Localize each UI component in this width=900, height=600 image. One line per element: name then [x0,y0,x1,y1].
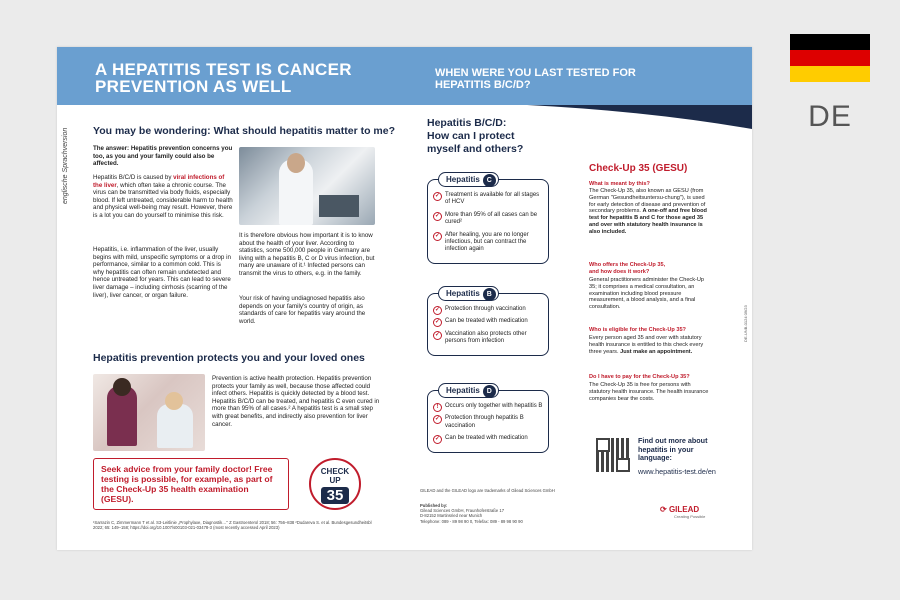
checkup-a3 [589,335,709,355]
checkup-title: Check-Up 35 (GESU) [589,163,688,174]
hepatitis-b-label [438,286,499,301]
nurse-patient-photo [93,374,205,451]
check-icon: ✓ [434,436,441,443]
badge-line2: UP [329,476,341,485]
middle-heading [427,117,523,156]
list-item [433,192,543,207]
checkup-a1-text: The Check-Up 35, also known as GESU (from German "Gesundheitsuntersu-chung"), is used for early detection of disease and prevention of secondary problems. [589,188,706,215]
banner-question [435,67,636,91]
check-icon: ✓ [434,416,441,423]
doctor-photo [239,147,375,225]
trademark-note: GILEAD and the GILEAD logo are trademarks of Gilead Sciences GmbH [420,488,555,493]
list-item [433,403,543,410]
list-item-text: Can be treated with medication [445,318,528,325]
middle-heading-line2: How can I protect [427,130,515,142]
gilead-logo [660,505,699,514]
section2-text: Prevention is active health protection. Hepatitis prevention protects your family as well, because those affected could infect others. Hepatitis is quickly detected by a blood test. Hepatitis B/C/D can be treated, and hepatitis C even cured in more than 95% of all cases.² A hepatitis test is a small step with great benefits, and indirectly also prevention for liver cancer. [212,375,380,428]
list-item-text: More than 95% of all cases can be cured² [445,211,538,226]
doctor-head [287,153,305,173]
hepatitis-d-letter: D [483,385,496,398]
publisher-line1: Gilead Sciences GmbH, Fraunhoferstraße 17 [420,508,505,514]
section1-heading: You may be wondering: What should hepatitis matter to me? [93,125,395,137]
check-icon: ✓ [434,331,441,338]
gilead-tagline: Creating Possible [674,514,706,519]
section1-para4: Your risk of having undiagnosed hepatitis also depends on your family's country of origin, as standards of care for hepatitis vary around the world. [239,295,366,325]
exclamation-icon: ! [433,403,442,412]
para1-text-a: Hepatitis B/C/D is caused by [93,174,174,181]
middle-heading-line1: Hepatitis B/C/D: [427,117,507,129]
checkup-a1-bold: A one-off and free blood test for hepatitis B and C for those aged 35 and over with statutory health insurance is also included. [589,208,707,235]
hepatitis-c-label [438,172,499,187]
publisher-label: Published by: [420,503,448,508]
laptop-shape [319,195,359,217]
banner-question-line1: WHEN WERE YOU LAST TESTED FOR [435,67,636,79]
brochure-page [57,47,752,550]
find-out-more [638,437,707,463]
footnote: ¹Sarrazin C, Zimmermann T et al. S3-Leitlinie „Prophylaxe, Diagnostik…" Z Gastroenterol 2018; 56: 756–838 ²Dudareva S. et al. Bundesgesundheitsbl 2022; 65: 149–158; https://doi.org/10.1007/s00103-021-03478-3 (most recently accessed April 2023) [93,520,372,531]
list-item-text: Treatment is available for all stages of HCV [445,192,540,206]
list-item [433,212,543,227]
check-icon: ✓ [434,232,441,239]
patient-figure [157,404,193,448]
advice-box: Seek advice from your family doctor! Free testing is possible, for example, as part of the Check-Up 35 health examination (GESU). [93,458,289,510]
checkup-a4: The Check-Up 35 is free for persons with statutory health insurance. The health insurance companies bear the costs. [589,382,709,402]
hepatitis-d-label [438,383,499,398]
list-item [433,415,543,430]
hepatitis-c-letter: C [483,174,496,187]
gilead-logo-text: GILEAD [668,505,700,514]
list-item-text: Protection through vaccination [445,306,526,312]
checkup-q1: What is meant by this? [589,181,650,187]
badge-number: 35 [321,487,349,504]
hepatitis-c-label-text: Hepatitis [446,175,480,184]
findout-line1: Find out more about [638,436,708,445]
list-item [433,435,543,442]
check-icon: ✓ [434,319,441,326]
list-item-text: Vaccination also protects other persons from infection [445,330,527,345]
checkup-a3-text: Every person aged 35 and over with statutory health insurance is entitled to this check every three years. [589,335,704,355]
checkup-q4: Do I have to pay for the Check-Up 35? [589,374,690,380]
checkup-a1 [589,188,709,236]
qr-code-icon[interactable] [596,438,630,472]
list-item-text: Occurs only together with hepatitis B [445,403,543,409]
publisher-line3: Telephone: 089 - 89 98 90 0, Telefax: 089 - 89 98 90 90 [420,518,523,524]
website-link[interactable]: www.hepatitis-test.de/en [638,467,716,476]
list-item-text: Can be treated with medication [445,435,528,442]
nurse-head [113,378,131,396]
list-item [433,306,543,313]
findout-line2: hepatitis in your [638,444,694,454]
hepatitis-c-box [427,175,549,264]
banner-question-line2: HEPATITIS B/C/D? [435,79,531,91]
checkup-q2 [589,262,665,276]
hepatitis-d-label-text: Hepatitis [446,386,480,395]
hepatitis-d-box [427,386,549,453]
checkup-a2: General practitioners administer the Check-Up 35; it comprises a medical consultation, an examination including blood pressure measurement, a blood analysis, and a final consultation. [589,277,705,311]
para1-text-b: , which often take a chronic course. The virus can be transmitted via body fluids, especially blood. If left untreated, considerable harm to health and physical well-being may result. However, there is a lot you can do yourself to minimise this risk. [93,181,233,219]
hepatitis-b-label-text: Hepatitis [446,289,480,298]
check-icon: ✓ [434,193,441,199]
publisher-line2: D-82152 Martinsried near Munich [420,513,483,519]
list-item-text: Protection through hepatitis B vaccination [445,415,524,429]
check-icon: ✓ [434,212,441,219]
language-code: DE [808,100,852,133]
section2-heading: Hepatitis prevention protects you and your loved ones [93,352,365,364]
list-item [433,331,543,346]
badge-line1: CHECK [320,467,350,476]
checkup-q2-line2: and how does it work? [589,268,650,275]
list-item [433,318,543,325]
hepatitis-b-letter: B [483,288,496,301]
section1-para1 [93,174,233,220]
middle-heading-line3: myself and others? [427,143,524,155]
checkup-a3-bold: Just make an appointment. [620,348,693,355]
gilead-logo-icon: ⟳ [660,505,669,514]
section1-para3: It is therefore obvious how important it is to know about the health of your liver. According to statistics, some 500,000 people in Germany are living with a hepatitis B, C or D virus infection, but many are unaware of it.¹ Infected persons can transmit the virus to others, e.g. in the family. [239,232,375,277]
german-flag-icon [790,34,870,82]
checkup-q3: Who is eligible for the Check-Up 35? [589,327,686,333]
list-item-text: After healing, you are no longer infectious, but can contract the infection again [445,231,529,253]
list-item [433,232,543,254]
document-code: DE-UNB-0124 09/23 [743,305,748,342]
patient-head [165,392,183,410]
hepatitis-b-box [427,289,549,356]
check-icon: ✓ [434,307,441,313]
para1-highlight: viral infections of the liver [93,174,225,189]
banner-title-line1: A HEPATITIS TEST IS CANCER [95,60,352,79]
banner-wave [527,105,752,129]
findout-line3: language: [638,453,672,463]
vertical-language-label: englische Sprachversion [62,127,69,204]
banner-title-line2: PREVENTION AS WELL [95,77,292,96]
banner-title [95,61,352,95]
checkup-q2-line1: Who offers the Check-Up 35, [589,262,666,268]
section1-intro: The answer: Hepatitis prevention concerns you too, as you and your family could also be affected. [93,145,233,168]
section1-para2: Hepatitis, i.e. inflammation of the liver, usually begins with mild, unspecific symptoms or a drop in performance, similar to a common cold. This is why hepatitis can often remain undetected and hence untreated for years. This can lead to severe liver damage – including cirrhosis (scarring of the liver), liver cancer, or organ failure. [93,246,231,299]
publisher-info [420,503,570,524]
checkup-35-badge [309,458,361,510]
